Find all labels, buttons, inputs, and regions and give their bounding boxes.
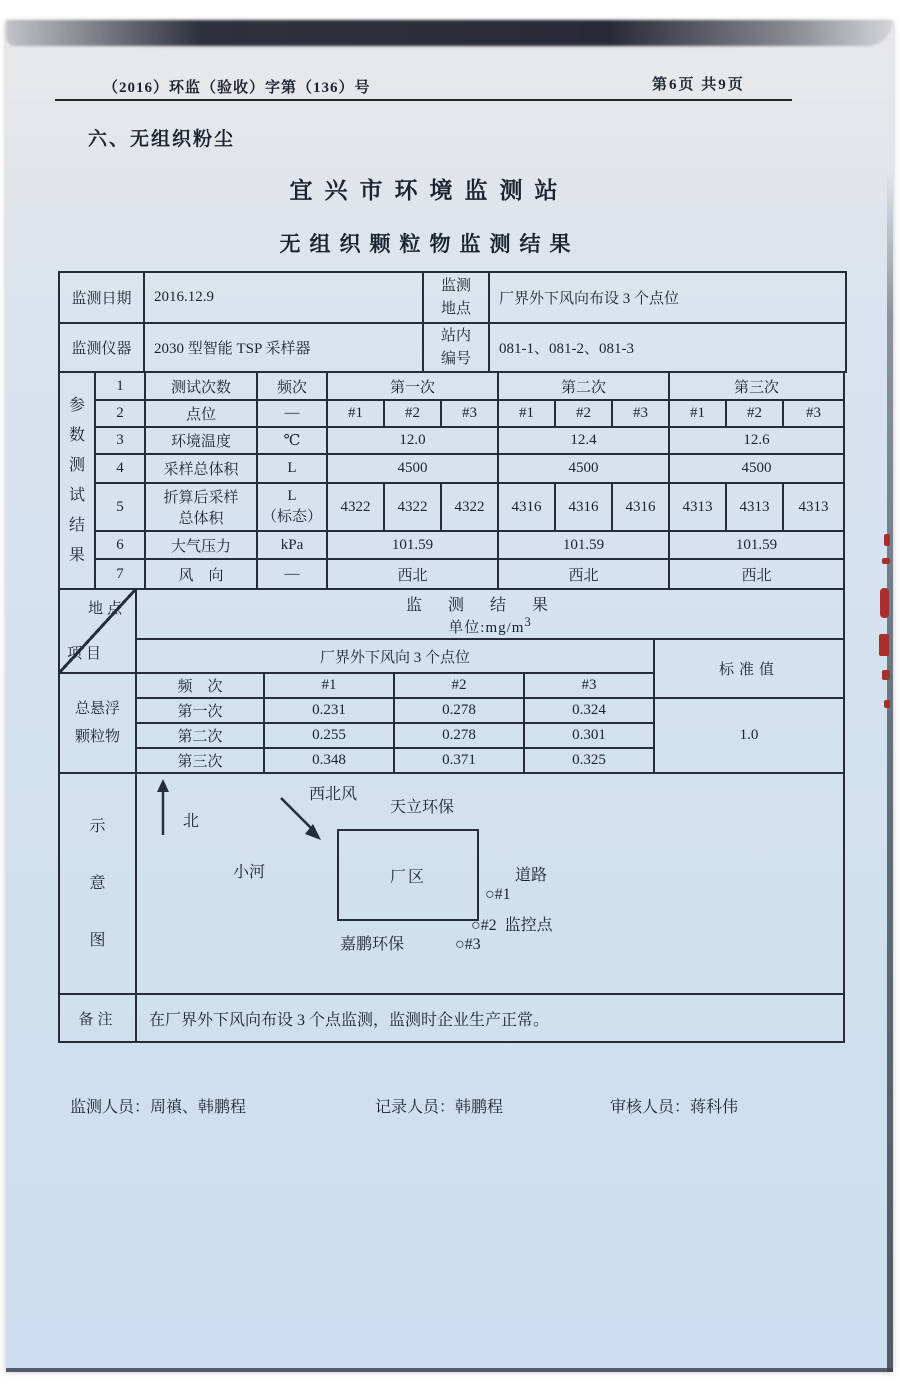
param-name: 风 向: [145, 559, 257, 589]
north-label: 北: [183, 813, 200, 830]
param-value: 4313: [726, 483, 783, 531]
scanned-page: [6, 22, 893, 1372]
param-value: 西北: [498, 559, 669, 589]
date-value: 2016.12.9: [144, 272, 423, 323]
sketch-table: [58, 772, 845, 995]
param-name: 大气压力: [145, 531, 257, 559]
monitoring-report-table: [58, 271, 845, 1043]
reviewer-personnel: 审核人员：蒋科伟: [610, 1099, 739, 1116]
point-header: #3: [524, 673, 654, 698]
param-unit: ℃: [257, 427, 327, 454]
red-seal-fragment: [882, 670, 890, 680]
param-name: 折算后采样 总体积: [145, 483, 257, 531]
result-freq: 第二次: [136, 723, 264, 748]
param-value: #1: [327, 400, 384, 427]
param-value: #3: [612, 400, 669, 427]
result-freq: 第三次: [136, 748, 264, 773]
date-label: 监测日期: [59, 272, 144, 323]
result-value: 0.371: [394, 748, 524, 773]
run-header: 第二次: [498, 372, 669, 400]
param-value: 4313: [783, 483, 844, 531]
param-unit: —: [257, 400, 327, 427]
point-header: #1: [264, 673, 394, 698]
monitor-point-3: ○#3: [455, 936, 481, 953]
param-unit: —: [257, 559, 327, 589]
result-value: 0.348: [264, 748, 394, 773]
standard-value: 1.0: [654, 698, 844, 773]
param-row-no: 3: [95, 427, 145, 454]
section-heading: 六、无组织粉尘: [88, 129, 236, 150]
location-label: 监测地点: [423, 272, 489, 323]
point-header: #2: [394, 673, 524, 698]
monitor-point-2: ○#2 监控点: [471, 917, 553, 934]
param-value: 101.59: [669, 531, 844, 559]
company-north-label: 天立环保: [390, 799, 455, 816]
param-unit: kPa: [257, 531, 327, 559]
result-value: 0.255: [264, 723, 394, 748]
standard-label: 标准值: [654, 639, 844, 698]
param-name: 点位: [145, 400, 257, 427]
param-value: #3: [441, 400, 498, 427]
param-value: 4316: [555, 483, 612, 531]
page-right-edge-shadow: [887, 172, 893, 1372]
parameters-side-label: 参数测试结果: [59, 372, 95, 589]
param-value: 4500: [669, 454, 844, 483]
north-arrow-icon: [155, 778, 171, 840]
site-sketch: [136, 773, 844, 994]
param-value: 4322: [327, 483, 384, 531]
station-id-value: 081-1、081-2、081-3: [489, 323, 846, 372]
red-seal-fragment: [884, 534, 890, 546]
frequency-header: 频 次: [136, 673, 264, 698]
param-value: #2: [555, 400, 612, 427]
factory-area: 厂区: [337, 829, 479, 921]
document-number: （2016）环监（验收）字第（136）号: [103, 80, 371, 96]
corner-location-label: 地点: [87, 601, 126, 617]
param-unit: L （标态）: [257, 483, 327, 531]
param-row-no: 2: [95, 400, 145, 427]
river-label: 小河: [233, 864, 266, 881]
param-name: 环境温度: [145, 427, 257, 454]
results-header: 监测结果 单位$:mg/m^3$: [136, 589, 844, 639]
result-freq: 第一次: [136, 698, 264, 723]
param-unit: L: [257, 454, 327, 483]
result-value: 0.231: [264, 698, 394, 723]
param-value: 4500: [498, 454, 669, 483]
location-value: 厂界外下风向布设 3 个点位: [489, 272, 846, 323]
red-seal-fragment: [884, 700, 890, 708]
page-top-shadow: [6, 20, 893, 46]
station-id-label: 站内编号: [423, 323, 489, 372]
param-row-no: 1: [95, 372, 145, 400]
param-value: 101.59: [498, 531, 669, 559]
run-header: 第一次: [327, 372, 498, 400]
param-name: 测试次数: [145, 372, 257, 400]
red-seal-fragment: [880, 588, 889, 618]
param-value: #3: [783, 400, 844, 427]
page-number: 第6页 共9页: [652, 77, 745, 93]
remark-table: [58, 993, 845, 1043]
company-south-label: 嘉鹏环保: [340, 936, 405, 953]
param-value: 4313: [669, 483, 726, 531]
corner-item-label: 项目: [67, 646, 106, 662]
param-value: #1: [498, 400, 555, 427]
header-rule: [55, 99, 792, 101]
param-value: 101.59: [327, 531, 498, 559]
param-value: 4322: [384, 483, 441, 531]
monitor-personnel: 监测人员：周禛、韩鹏程: [70, 1099, 247, 1116]
result-value: 0.301: [524, 723, 654, 748]
parameters-table: [58, 371, 845, 590]
result-value: 0.278: [394, 723, 524, 748]
point-marker-icon: ○: [455, 936, 465, 953]
param-row-no: 4: [95, 454, 145, 483]
param-value: 4316: [612, 483, 669, 531]
station-title: 宜兴市环境监测站: [289, 178, 570, 203]
param-value: 4316: [498, 483, 555, 531]
point-marker-icon: ○: [485, 886, 495, 903]
sketch-side-label: 示意图: [59, 773, 136, 994]
wind-arrow-icon: [277, 794, 327, 846]
run-header: 第三次: [669, 372, 844, 400]
param-value: 12.4: [498, 427, 669, 454]
instrument-label: 监测仪器: [59, 323, 144, 372]
monitor-point-note: 监控点: [504, 917, 553, 934]
remark-label: 备注: [59, 994, 136, 1042]
result-value: 0.278: [394, 698, 524, 723]
param-value: 西北: [669, 559, 844, 589]
wind-direction-label: 西北风: [309, 786, 358, 803]
param-name: 采样总体积: [145, 454, 257, 483]
recorder-personnel: 记录人员：韩鹏程: [375, 1099, 504, 1116]
corner-header-cell: [59, 589, 136, 673]
param-value: 12.0: [327, 427, 498, 454]
red-seal-fragment: [882, 558, 890, 564]
remark-text: 在厂界外下风向布设 3 个点监测，监测时企业生产正常。: [136, 994, 844, 1042]
instrument-value: 2030 型智能 TSP 采样器: [144, 323, 423, 372]
param-value: #1: [669, 400, 726, 427]
param-value: 西北: [327, 559, 498, 589]
param-row-no: 5: [95, 483, 145, 531]
point-marker-icon: ○: [471, 917, 481, 934]
points-group-header: 厂界外下风向 3 个点位: [136, 639, 654, 673]
results-table: [58, 588, 845, 774]
tsp-item-label: 总悬浮颗粒物: [59, 673, 136, 773]
monitor-point-1: ○#1: [485, 886, 511, 903]
result-value: 0.325: [524, 748, 654, 773]
param-value: 12.6: [669, 427, 844, 454]
param-value: 4322: [441, 483, 498, 531]
param-row-no: 6: [95, 531, 145, 559]
page-bottom-edge-shadow: [6, 1368, 893, 1372]
param-value: #2: [384, 400, 441, 427]
param-value: 4500: [327, 454, 498, 483]
param-unit: 频次: [257, 372, 327, 400]
param-row-no: 7: [95, 559, 145, 589]
report-title: 无组织颗粒物监测结果: [279, 232, 580, 256]
red-seal-fragment: [879, 634, 889, 656]
info-table: [58, 271, 847, 373]
result-value: 0.324: [524, 698, 654, 723]
road-label: 道路: [515, 867, 548, 884]
param-value: #2: [726, 400, 783, 427]
